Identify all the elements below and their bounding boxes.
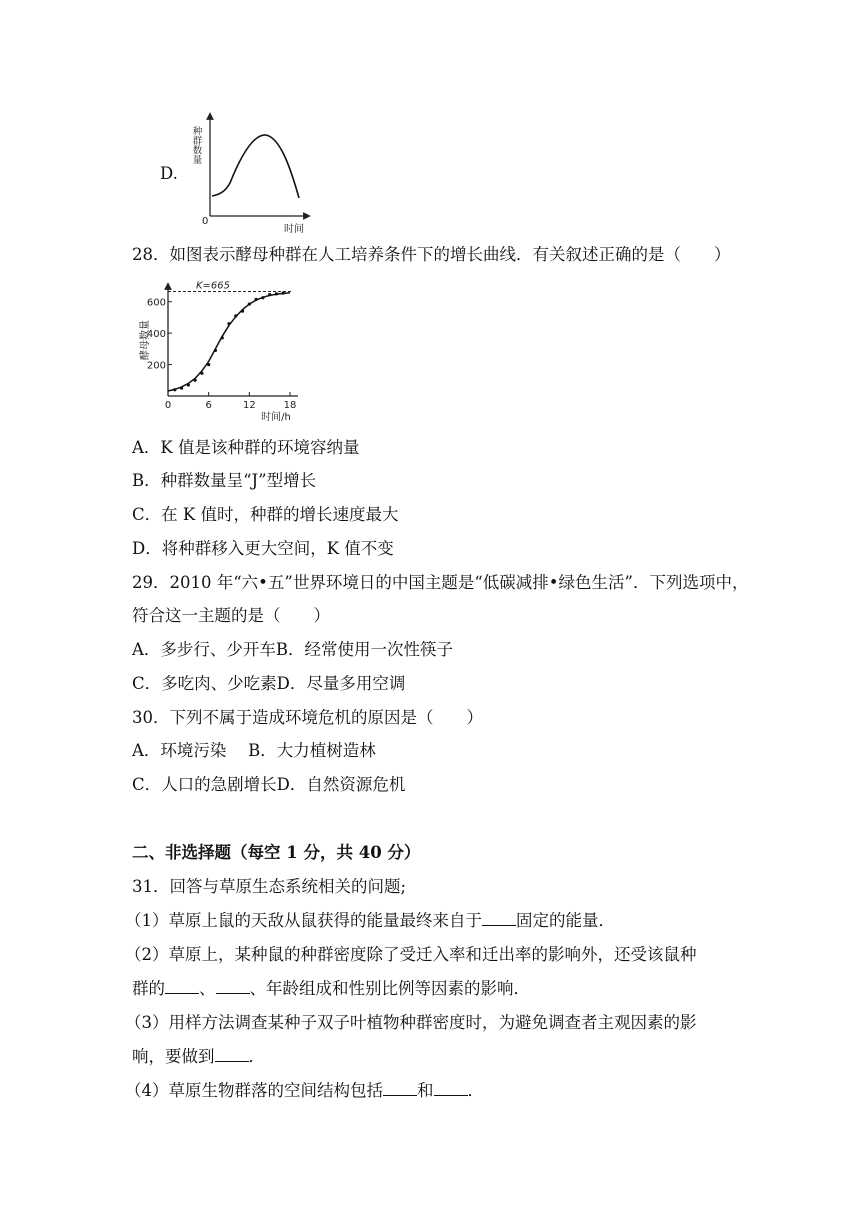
q31-part4-text-a: （4）草原生物群落的空间结构包括 [125, 1081, 383, 1100]
q28-y-label: 酵母数量 [140, 320, 151, 360]
q31-blank-3[interactable] [216, 979, 250, 994]
q31-part4 [125, 1080, 484, 1102]
q28-ytick-label: 400 [146, 329, 166, 341]
q31-part2-text-b3: 、年龄组成和性别比例等因素的影响． [249, 979, 530, 998]
q28-option-d: D．将种群移入更大空间，K 值不变 [132, 539, 394, 558]
q28-data-point [282, 291, 285, 294]
q28-option-a: A．K 值是该种群的环境容纳量 [132, 438, 360, 457]
q28-data-point [180, 387, 183, 390]
q28-data-point [214, 349, 217, 352]
q31-blank-2[interactable] [165, 979, 199, 994]
q27-curve [212, 135, 299, 198]
q29-options-line2: C．多吃肉、少吃素D．尽量多用空调 [132, 674, 406, 693]
q29-stem-line2: 符合这一主题的是（ ） [132, 606, 330, 625]
q31-part3-line1: （3）用样方法调查某种子双子叶植物种群密度时，为避免调查者主观因素的影 [125, 1013, 697, 1032]
q31-blank-6[interactable] [434, 1081, 468, 1096]
q31-part1-text-a: （1）草原上鼠的天敌从鼠获得的能量最终来自于 [125, 911, 482, 930]
q28-data-point [187, 383, 190, 386]
q31-part3-text-b1: 响，要做到 [132, 1047, 215, 1066]
q28-ytick-label: 600 [146, 297, 166, 309]
q31-stem: 31．回答与草原生态系统相关的问题; [132, 877, 407, 896]
q31-part2-line2 [132, 978, 530, 1000]
q28-data-point [200, 372, 203, 375]
q28-chart [140, 278, 300, 423]
q31-blank-1[interactable] [482, 911, 516, 926]
q31-part1 [125, 910, 615, 932]
q30-options-line2: C．人口的急剧增长D．自然资源危机 [132, 775, 406, 794]
q28-xtick-label: 0 [164, 400, 172, 411]
q28-k-label: K=665 [196, 280, 231, 292]
q31-part2-line1: （2）草原上，某种鼠的种群密度除了受迁入率和迁出率的影响外，还受该鼠种 [125, 945, 697, 964]
q28-growth-curve [168, 293, 290, 391]
q31-part1-text-b: 固定的能量． [516, 911, 615, 930]
q31-part4-text-c: ． [467, 1081, 484, 1100]
q27-y-label: 种群数量 [190, 126, 202, 164]
q28-data-point [221, 336, 224, 339]
q31-part2-text-b1: 群的 [132, 979, 165, 998]
q27-graph [192, 108, 312, 238]
q28-data-point [207, 363, 210, 366]
q28-data-point [275, 292, 278, 295]
q28-option-c: C．在 K 值时，种群的增长速度最大 [132, 505, 399, 524]
q31-blank-5[interactable] [383, 1081, 417, 1096]
q31-part3-text-b2: ． [248, 1047, 265, 1066]
q28-data-point [248, 302, 251, 305]
section2-heading: 二、非选择题（每空 1 分，共 40 分） [132, 843, 421, 862]
q27-x-label: 时间 [284, 224, 304, 235]
q31-part4-text-b: 和 [417, 1081, 434, 1100]
q28-data-point [234, 314, 237, 317]
q28-data-point [261, 296, 264, 299]
q28-stem: 28．如图表示酵母种群在人工培养条件下的增长曲线．有关叙述正确的是（ ） [132, 245, 731, 264]
q30-stem: 30．下列不属于造成环境危机的原因是（ ） [132, 708, 483, 727]
q28-data-point [194, 379, 197, 382]
q28-data-point [255, 298, 258, 301]
q31-blank-4[interactable] [215, 1047, 249, 1062]
q27-origin-label: 0 [202, 216, 209, 227]
q29-options-line1: A．多步行、少开车B．经常使用一次性筷子 [132, 640, 454, 659]
q28-ytick-label: 200 [146, 360, 166, 372]
q29-stem-line1: 29．2010 年“六•五”世界环境日的中国主题是“低碳减排•绿色生活”．下列选项中， [132, 573, 749, 592]
q27-option-d-label: D. [160, 164, 178, 183]
q28-option-b: B．种群数量呈“J”型增长 [132, 471, 317, 490]
q28-data-point [268, 293, 271, 296]
q30-options-line1: A．环境污染 B．大力植树造林 [132, 741, 376, 760]
q28-data-point [241, 310, 244, 313]
q28-xtick-label: 18 [283, 400, 297, 411]
q31-part3-line2 [132, 1046, 265, 1068]
q28-data-point [173, 388, 176, 391]
q28-x-label: 时间/h [261, 412, 291, 423]
q31-part2-text-b2: 、 [199, 979, 216, 998]
q28-xtick-label: 12 [242, 400, 256, 411]
q28-xtick-label: 6 [205, 400, 212, 411]
q28-data-point [227, 322, 230, 325]
